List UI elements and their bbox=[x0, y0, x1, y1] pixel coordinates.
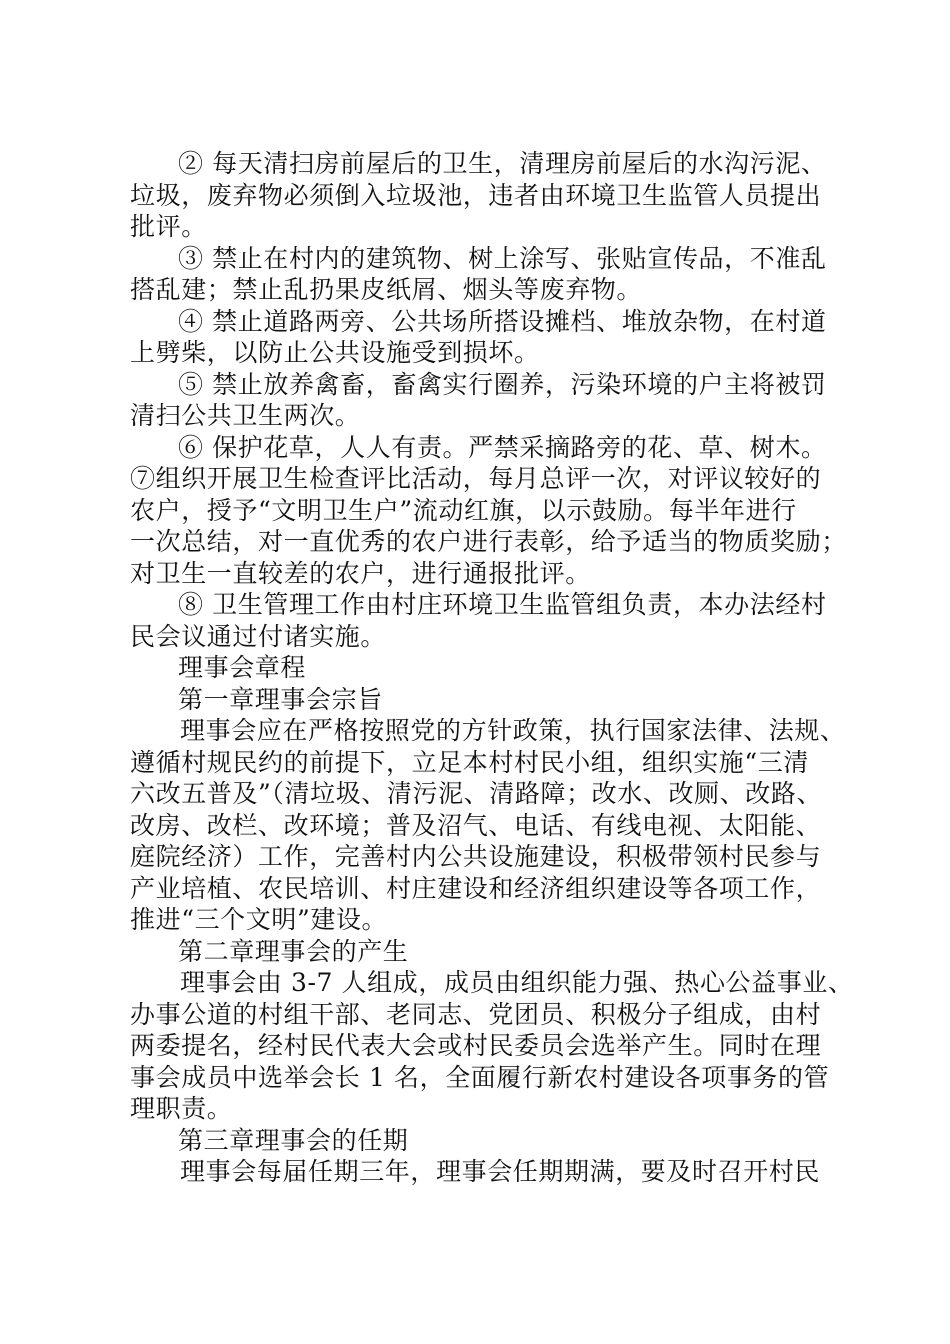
text-line: 理事会应在严格按照党的方针政策，执行国家法律、法规、 bbox=[180, 716, 846, 745]
text-line: 第二章理事会的产生 bbox=[178, 936, 409, 966]
text-line: 遵循村规民约的前提下，立足本村村民小组，组织实施“三清 bbox=[130, 747, 809, 777]
text-line: 上劈柴，以防止公共设施受到损坏。 bbox=[130, 338, 540, 367]
text-line: 产业培植、农民培训、村庄建设和经济组织建设等各项工作， bbox=[130, 873, 822, 903]
text-line: ⑤ 禁止放养禽畜，畜禽实行圈养，污染环境的户主将被罚 bbox=[178, 369, 827, 399]
text-line: ② 每天清扫房前屋后的卫生，清理房前屋后的水沟污泥、 bbox=[178, 149, 827, 178]
text-line: 办事公道的村组干部、老同志、党团员、积极分子组成，由村 bbox=[130, 999, 822, 1029]
text-line: 一次总结，对一直优秀的农户进行表彰，给予适当的物质奖励； bbox=[130, 527, 847, 556]
text-line: 第一章理事会宗旨 bbox=[178, 684, 383, 714]
text-line: ⑦组织开展卫生检查评比活动，每月总评一次，对评议较好的 bbox=[130, 464, 822, 493]
text-line: ④ 禁止道路两旁、公共场所搭设摊档、堆放杂物，在村道 bbox=[178, 306, 827, 336]
text-line: 理事会每届任期三年，理事会任期期满，要及时召开村民 bbox=[180, 1157, 821, 1186]
text-line: 理事会由 3-7 人组成，成员由组织能力强、热心公益事业、 bbox=[180, 968, 854, 997]
text-line: 六改五普及”（清垃圾、清污泥、清路障；改水、改厕、改路、 bbox=[130, 779, 823, 808]
text-line: 第三章理事会的任期 bbox=[178, 1125, 409, 1155]
text-line: 事会成员中选举会长 1 名，全面履行新农村建设各项事务的管 bbox=[130, 1062, 830, 1092]
text-line: 推进“三个文明”建设。 bbox=[130, 905, 388, 934]
text-line: 垃圾，废弃物必须倒入垃圾池，违者由环境卫生监管人员提出 bbox=[130, 180, 822, 210]
text-line: 理事会章程 bbox=[178, 653, 307, 682]
text-line: 农户，授予“文明卫生户”流动红旗，以示鼓励。每半年进行 bbox=[130, 495, 797, 525]
text-line: 理职责。 bbox=[130, 1094, 233, 1123]
document-body bbox=[130, 148, 854, 1188]
text-line: 搭乱建；禁止乱扔果皮纸屑、烟头等废弃物。 bbox=[130, 275, 643, 304]
text-line: ⑥ 保护花草，人人有责。严禁采摘路旁的花、草、树木。 bbox=[178, 432, 827, 462]
text-line: 两委提名，经村民代表大会或村民委员会选举产生。同时在理 bbox=[130, 1031, 822, 1060]
text-line: 清扫公共卫生两次。 bbox=[130, 401, 361, 430]
text-line: ⑧ 卫生管理工作由村庄环境卫生监管组负责，本办法经村 bbox=[178, 590, 827, 619]
text-line: 对卫生一直较差的农户，进行通报批评。 bbox=[130, 558, 591, 588]
text-line: 改房、改栏、改环境；普及沼气、电话、有线电视、太阳能、 bbox=[130, 810, 822, 840]
text-line: 批评。 bbox=[130, 212, 207, 241]
text-line: 民会议通过付诸实施。 bbox=[130, 621, 387, 651]
text-line: 庭院经济）工作，完善村内公共设施建设，积极带领村民参与 bbox=[130, 842, 822, 871]
text-line: ③ 禁止在村内的建筑物、树上涂写、张贴宣传品，不准乱 bbox=[178, 243, 827, 273]
